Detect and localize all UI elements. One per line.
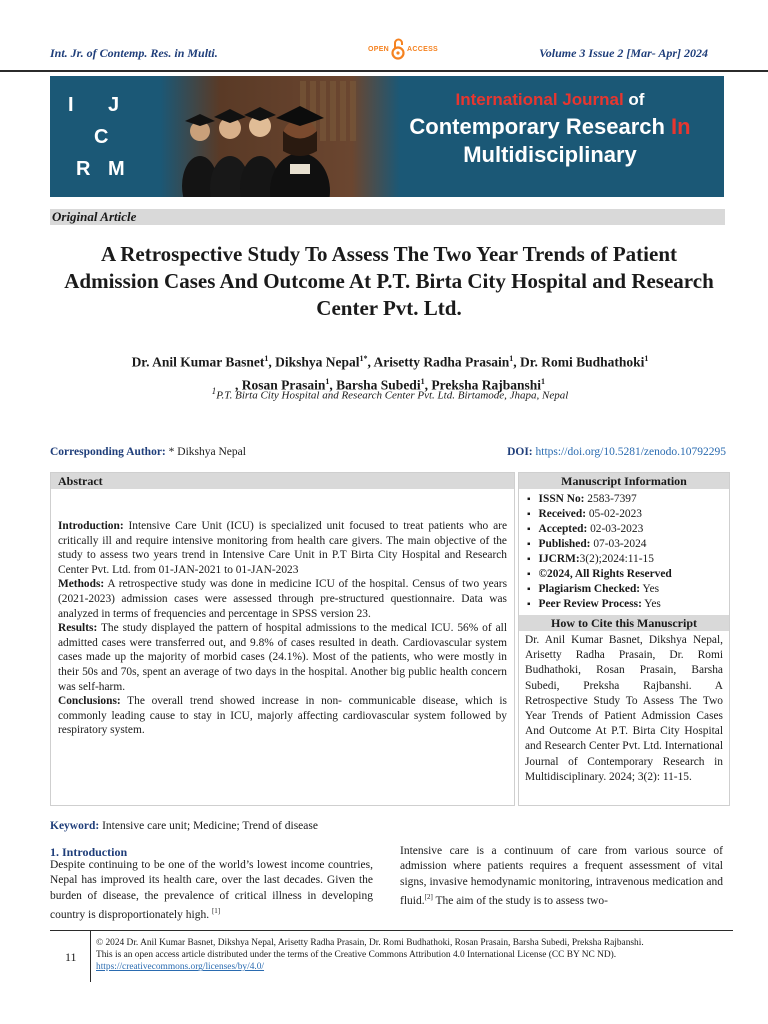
corresponding-author — [50, 446, 246, 458]
info-value: 2583-7397 — [584, 493, 637, 505]
abstract-box — [50, 472, 515, 806]
banner-title-in: In — [671, 114, 691, 139]
abstract-conclusions — [58, 694, 507, 738]
intro-text: Intensive care is a continuum of care from various source of admission where patients requires a frequent assessment of vital signs, invasive hemodynamic monitoring, intravenous medication and fluid. — [400, 845, 723, 907]
article-type: Original Article — [50, 209, 725, 225]
manuscript-info-heading: Manuscript Information — [519, 473, 729, 489]
running-header — [0, 0, 768, 72]
info-value: Yes — [640, 583, 660, 595]
doi — [507, 446, 726, 458]
author-name: , Rosan Prasain — [235, 377, 326, 392]
author-affil-mark: 1 — [420, 376, 425, 386]
banner-title-contemporary: Contemporary Research — [409, 114, 672, 139]
info-value: Yes — [641, 598, 661, 610]
author-affil-mark: 1 — [264, 354, 269, 363]
open-access-right: ACCESS — [407, 45, 439, 53]
volume-issue: Volume 3 Issue 2 [Mar- Apr] 2024 — [539, 46, 708, 60]
list-item — [527, 522, 729, 537]
info-value: 3(2);2024:11-15 — [579, 553, 654, 565]
info-label: Plagiarism Checked: — [538, 583, 641, 595]
info-label: ©2024, All Rights Reserved — [538, 568, 672, 580]
abstract-methods — [58, 577, 507, 621]
banner-title-of: of — [623, 90, 645, 109]
list-item — [527, 582, 729, 597]
footer-divider — [50, 930, 733, 931]
info-value: 05-02-2023 — [585, 508, 642, 520]
doi-label: DOI: — [507, 446, 533, 458]
info-label: Accepted: — [538, 523, 588, 535]
doi-link[interactable]: https://doi.org/10.5281/zenodo.10792295 — [535, 446, 726, 458]
journal-abbreviation: Int. Jr. of Contemp. Res. in Multi. — [50, 46, 218, 60]
list-item — [527, 567, 729, 582]
citation-ref[interactable]: [2] — [424, 892, 433, 901]
list-item — [527, 492, 729, 507]
info-label: Published: — [538, 538, 591, 550]
list-item — [527, 537, 729, 552]
journal-banner — [50, 76, 724, 197]
logo-letter-r: R — [76, 158, 91, 180]
open-lock-icon — [391, 38, 405, 60]
copyright-footnote — [96, 937, 726, 974]
abstract-results-text: The study displayed the pattern of hospital admissions to the medical ICU. 56% of all admitted cases were transferred out, and 9.8% of cases resulted in death. Cardiovascular system cases made up the majority of morbid cases (24.1%). Most of the patients, who were mostly in their 50s and 70s, spent an average of two days in the hospital. Another big public health concern was self-harm. — [58, 622, 507, 693]
corresponding-value: * Dikshya Nepal — [165, 446, 246, 458]
author-name: , Dr. Romi Budhathoki — [513, 354, 645, 370]
open-access-left: OPEN — [368, 45, 390, 53]
author-name: Dr. Anil Kumar Basnet — [131, 354, 265, 370]
abstract-body — [51, 489, 514, 738]
info-label: IJCRM: — [538, 553, 580, 565]
paper-title: A Retrospective Study To Assess The Two Year Trends of Patient Admission Cases And Outcome At P.T. Birta City Hospital and Research Center Pvt. Ltd. — [64, 242, 714, 320]
logo-letter-c: C — [94, 126, 109, 148]
footer-separator — [90, 930, 91, 982]
list-item — [527, 507, 729, 522]
keyword-label: Keyword: — [50, 820, 100, 832]
open-access-logo — [368, 38, 438, 60]
section-heading-introduction: 1. Introduction — [50, 845, 128, 859]
author-name: , Arisetty Radha Prasain — [367, 354, 510, 370]
manuscript-info-list — [519, 489, 729, 612]
banner-title-red: International Journal — [455, 90, 624, 109]
abstract-methods-label: Methods: — [58, 578, 105, 591]
cite-heading: How to Cite this Manuscript — [519, 615, 729, 631]
logo-letter-m: M — [108, 158, 125, 180]
banner-title — [385, 90, 715, 168]
abstract-intro-text: Intensive Care Unit (ICU) is specialized unit focused to treat patients who are critically ill and require intensive monitoring from health care givers. The main objective of the study to assess two years trend in Intensive Care Unit in P.T Birta City Hospital and Research Center Pvt. Ltd. from 01-JAN-2021 to 01-JAN-2023 — [58, 520, 507, 576]
banner-title-line2 — [385, 114, 715, 140]
author-affil-mark: 1 — [644, 354, 649, 363]
keyword-text: Intensive care unit; Medicine; Trend of disease — [99, 820, 318, 832]
abstract-introduction — [58, 519, 507, 577]
license-link[interactable]: https://creativecommons.org/licenses/by/4.0/ — [96, 962, 265, 973]
introduction-column-1 — [50, 858, 373, 923]
abstract-conclusions-label: Conclusions: — [58, 695, 121, 708]
intro-text: The aim of the study is to assess two- — [432, 894, 608, 907]
abstract-conclusions-text: The overall trend showed increase in non- communicable disease, which is commonly leading cause to stay in ICU, majorly affecting cardiovascular system followed by respiratory system. — [58, 695, 507, 737]
info-label: ISSN No: — [538, 493, 585, 505]
list-item — [527, 552, 729, 567]
banner-title-line3: Multidisciplinary — [463, 142, 637, 167]
intro-text: Despite continuing to be one of the world’s lowest income countries, Nepal has improved its health care, over the last decades. Given the burden of disease, the prevalence of critical illness in developing country is disproportionately high. — [50, 859, 373, 921]
abstract-results — [58, 621, 507, 694]
affiliation — [70, 386, 710, 402]
manuscript-info-box — [518, 472, 730, 806]
banner-title-line1 — [385, 90, 715, 110]
keywords — [50, 820, 318, 832]
author-affil-mark: 1 — [325, 376, 330, 386]
graduates-photo — [140, 76, 400, 197]
introduction-column-2 — [400, 844, 723, 909]
header-divider — [0, 70, 768, 72]
author-name: , Preksha Rajbanshi — [424, 377, 541, 392]
author-affil-mark: 1 — [509, 354, 514, 363]
info-value: 02-03-2023 — [587, 523, 644, 535]
license-line: This is an open access article distributed under the terms of the Creative Commons Attribution 4.0 International License (CC BY NC ND). — [96, 950, 617, 961]
cite-text: Dr. Anil Kumar Basnet, Dikshya Nepal, Arisetty Radha Prasain, Dr. Romi Budhathoki, Rosan Prasain, Barsha Subedi, Preksha Rajbanshi. A Retrospective Study To Assess The Two Year Trends of Patient Admission Cases And Outcome At P.T. Birta City Hospital and Research Center Pvt. Ltd. International Journal of Contemporary Research in Multidisciplinary. 2024; 3(2): 11-15. — [525, 634, 723, 783]
page-number: 11 — [65, 950, 77, 964]
info-label: Peer Review Process: — [538, 598, 642, 610]
copyright-line: © 2024 Dr. Anil Kumar Basnet, Dikshya Nepal, Arisetty Radha Prasain, Dr. Romi Budhathoki, Rosan Prasain, Barsha Subedi, Preksha Rajbanshi. — [96, 938, 644, 948]
corresponding-label: Corresponding Author: — [50, 446, 166, 458]
affiliation-text: P.T. Birta City Hospital and Research Center Pvt. Ltd. Birtamode, Jhapa, Nepal — [216, 389, 569, 402]
list-item — [527, 597, 729, 612]
author-affil-mark: 1 — [540, 376, 545, 386]
abstract-results-label: Results: — [58, 622, 98, 635]
info-label: Received: — [538, 508, 586, 520]
citation-ref[interactable]: [1] — [211, 906, 221, 915]
logo-letter-j: J — [108, 94, 120, 116]
info-value: 07-03-2024 — [590, 538, 647, 550]
author-affil-mark: 1* — [359, 354, 368, 363]
abstract-methods-text: A retrospective study was done in medicine ICU of the hospital. Census of two years (2021-2023) admission cases were assessed through pre-structured questionnaire. Data was analyzed in terms of frequencies and percentage in SPSS version 23. — [58, 578, 507, 620]
author-name: , Dikshya Nepal — [268, 354, 360, 370]
author-name: , Barsha Subedi — [329, 377, 421, 392]
logo-letter-i: I — [68, 94, 74, 116]
abstract-intro-label: Introduction: — [58, 520, 124, 532]
abstract-heading: Abstract — [51, 473, 514, 489]
affiliation-mark: 1 — [211, 386, 217, 396]
